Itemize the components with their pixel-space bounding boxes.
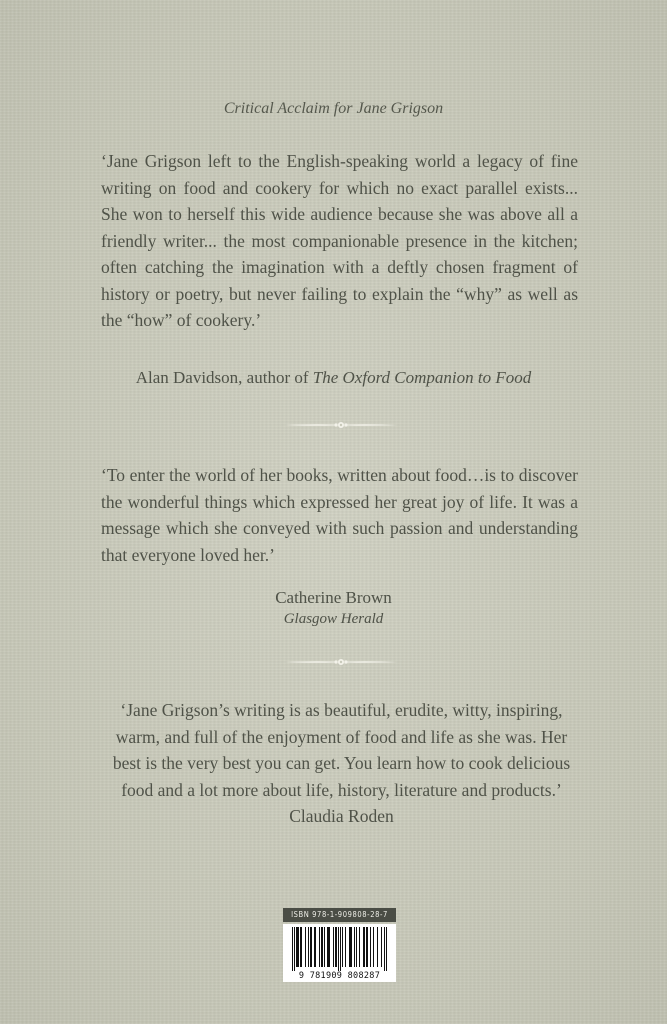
barcode-bar xyxy=(308,927,309,967)
barcode-bar xyxy=(349,927,350,967)
barcode-icon xyxy=(283,927,396,973)
quote-catherine-brown: ‘To enter the world of her books, written about food…is to discover the wonderful things which expressed her great joy of life. It was a message which she conveyed with such passion and understanding that everyone loved her.’ xyxy=(101,465,578,565)
critical-acclaim-heading: Critical Acclaim for Jane Grigson xyxy=(223,100,444,117)
barcode-bar xyxy=(292,927,293,971)
divider-ornament-icon-2 xyxy=(283,657,399,667)
barcode-bar xyxy=(350,927,351,967)
barcode-bar xyxy=(338,927,339,971)
barcode-bar xyxy=(354,927,355,967)
attribution-alan-davidson xyxy=(0,368,667,388)
attribution-glasgow-herald: Glasgow Herald xyxy=(283,611,384,627)
barcode-bar xyxy=(366,927,367,967)
barcode-bar xyxy=(324,927,325,967)
barcode-bar xyxy=(329,927,330,967)
barcode-bar xyxy=(328,927,329,967)
barcode-bar xyxy=(333,927,334,967)
isbn-barcode-block xyxy=(281,906,398,983)
barcode-bar xyxy=(359,927,360,967)
barcode-bar xyxy=(364,927,365,967)
barcode-bar xyxy=(294,927,295,971)
barcode-bar xyxy=(384,927,385,971)
barcode-bar xyxy=(314,927,315,967)
barcode-bar xyxy=(315,927,316,967)
barcode-bar xyxy=(363,927,364,967)
barcode-bar xyxy=(381,927,382,967)
barcode-bar xyxy=(351,927,352,967)
barcode-bar xyxy=(321,927,322,967)
barcode-bar xyxy=(342,927,343,967)
barcode-bar xyxy=(335,927,336,967)
barcode-bar xyxy=(386,927,387,971)
barcode-digits: 9 781909 808287 xyxy=(298,971,381,981)
divider-ornament-icon xyxy=(283,420,399,430)
attribution-book-title: The Oxford Companion to Food xyxy=(312,368,532,387)
attribution-catherine-brown: Catherine Brown xyxy=(275,588,392,607)
barcode-bar xyxy=(297,927,298,967)
attribution-author: Alan Davidson, author of xyxy=(135,368,313,387)
quote-claudia-roden: ‘Jane Grigson’s writing is as beautiful, erudite, witty, inspiring, warm, and full of the enjoyment of food and life as she was. Her best is the very best you can get. You learn how to cook delicious food and a lot more about life, history, literature and products.’ Claudia Roden xyxy=(112,700,571,826)
barcode-bar xyxy=(305,927,306,967)
isbn-label: ISBN 978-1-909808-28-7 xyxy=(283,908,396,922)
barcode-bar xyxy=(356,927,357,967)
barcode-bar xyxy=(310,927,311,967)
barcode-bar xyxy=(336,927,337,967)
barcode-bar xyxy=(340,927,341,971)
barcode-bar xyxy=(300,927,301,967)
barcode-bar xyxy=(319,927,320,967)
barcode xyxy=(283,924,396,982)
barcode-bar xyxy=(367,927,368,967)
barcode-bar xyxy=(301,927,302,967)
barcode-bar xyxy=(377,927,378,967)
barcode-bar xyxy=(298,927,299,967)
barcode-bar xyxy=(327,927,328,967)
barcode-bar xyxy=(373,927,374,967)
barcode-bar xyxy=(311,927,312,967)
barcode-bar xyxy=(322,927,323,967)
barcode-bar xyxy=(345,927,346,967)
barcode-bar xyxy=(296,927,297,967)
quote-alan-davidson: ‘Jane Grigson left to the English-speaking world a legacy of fine writing on food and cookery for which no exact parallel exists... She won to herself this wide audience because she was above all a friendly writer... the most companionable presence in the kitchen; often catching the imagination with a deftly chosen fragment of history or poetry, but never failing to explain the “why” as well as the “how” of cookery.’ xyxy=(101,151,578,330)
barcode-bar xyxy=(370,927,371,967)
